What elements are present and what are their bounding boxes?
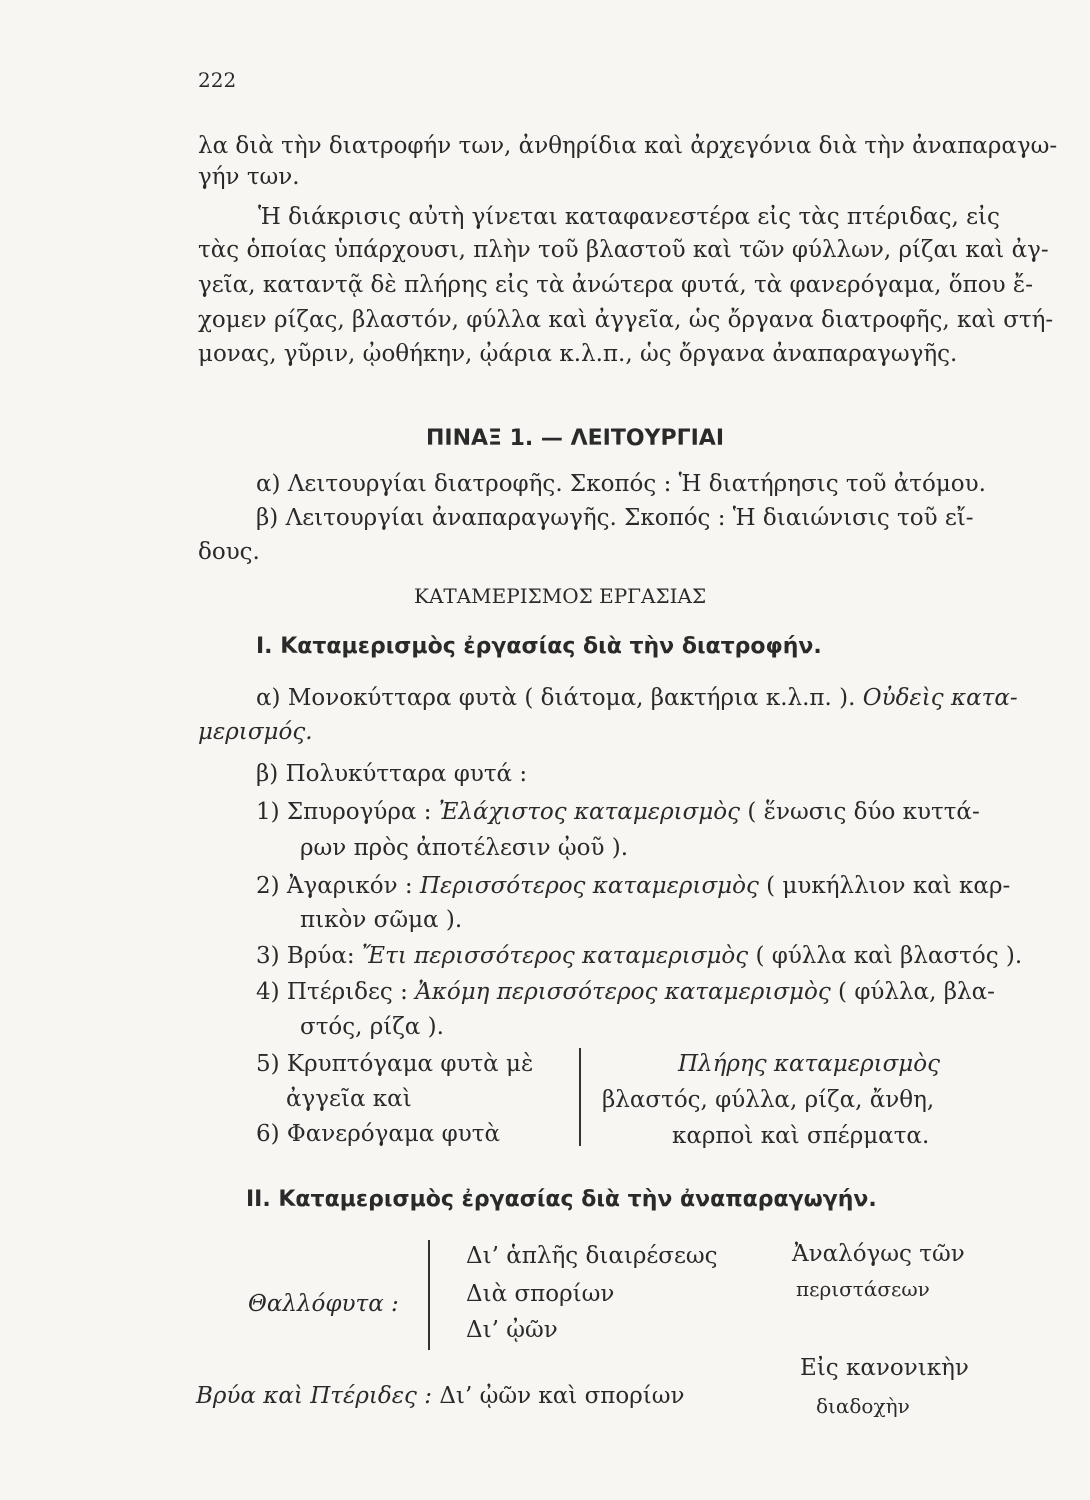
- bryophyta-method: Δι’ ᾠῶν καὶ σπορίων: [439, 1383, 685, 1409]
- item-number: 2): [256, 873, 280, 899]
- item-detail: ( ἕνωσις δύο κυττά-: [747, 799, 980, 825]
- monocellular-continuation: μερισμός.: [198, 719, 313, 745]
- item-division: Περισσότερος καταμερισμὸς: [419, 873, 759, 899]
- item-number: 5): [256, 1051, 280, 1077]
- no-division-text: Οὐδεὶς κατα-: [862, 685, 1018, 711]
- page-number: 222: [198, 68, 237, 92]
- section-1-title: I. Καταμερισμὸς ἐργασίας διὰ τὴν διατροφήν.: [256, 634, 822, 659]
- paragraph-line: γήν των.: [198, 164, 300, 190]
- succession-line: διαδοχὴν: [816, 1394, 910, 1418]
- succession-line: Εἰς κανονικὴν: [800, 1355, 969, 1381]
- item-3: [256, 942, 1022, 970]
- division-heading: ΚΑΤΑΜΕΡΙΣΜΟΣ ΕΡΓΑΣΙΑΣ: [414, 584, 707, 608]
- item-name: Πτέριδες :: [286, 979, 408, 1005]
- item-4: [256, 978, 995, 1006]
- item-name: Κρυπτόγαμα φυτὰ μὲ: [286, 1051, 534, 1077]
- item-division: Ἀκόμη περισσότερος καταμερισμὸς: [415, 979, 831, 1005]
- item-detail: ( φύλλα καὶ βλαστός ).: [755, 943, 1023, 969]
- item-2: [256, 872, 1010, 900]
- full-division-title: Πλήρης καταμερισμὸς: [678, 1051, 940, 1077]
- item-6: [256, 1120, 500, 1148]
- monocellular-text: α) Μονοκύτταρα φυτὰ ( διάτομα, βακτήρια κ.λ.π. ).: [256, 685, 856, 711]
- bryophyta-label: Βρύα καὶ Πτέριδες :: [196, 1383, 432, 1409]
- item-name: Βρύα:: [286, 943, 355, 969]
- item-name: Ἀγαρικόν :: [286, 873, 413, 899]
- item-number: 3): [256, 943, 280, 969]
- monocellular-line: [256, 684, 1018, 712]
- thallophyta-label: Θαλλόφυτα :: [248, 1291, 399, 1317]
- item-number: 4): [256, 979, 280, 1005]
- item-5: [256, 1050, 533, 1078]
- function-line: β) Λειτουργίαι ἀναπαραγωγῆς. Σκοπός : Ἡ διαιώνισις τοῦ εἴ-: [256, 505, 974, 531]
- circumstances-line: περιστάσεων: [796, 1277, 930, 1301]
- paragraph-line: μονας, γῦριν, ᾠοθήκην, ᾠάρια κ.λ.π., ὡς ὄργανα ἀναπαραγωγῆς.: [198, 341, 958, 367]
- section-2-title: II. Καταμερισμὸς ἐργασίας διὰ τὴν ἀναπαραγωγήν.: [246, 1187, 877, 1212]
- paragraph-line: χομεν ρίζας, βλαστόν, φύλλα καὶ ἀγγεῖα, ὡς ὄργανα διατροφῆς, καὶ στή-: [198, 307, 1054, 333]
- item-2-continuation: πικὸν σῶμα ).: [300, 907, 463, 933]
- function-line: δους.: [198, 539, 260, 565]
- item-detail: ( φύλλα, βλα-: [838, 979, 995, 1005]
- circumstances-line: Ἀναλόγως τῶν: [792, 1241, 965, 1267]
- item-5-continuation: ἀγγεῖα καὶ: [286, 1086, 412, 1112]
- function-line: α) Λειτουργίαι διατροφῆς. Σκοπός : Ἡ διατήρησις τοῦ ἀτόμου.: [256, 471, 986, 497]
- item-division: Ἔτι περισσότερος καταμερισμὸς: [361, 943, 749, 969]
- reproduction-method: Δι’ ᾠῶν: [466, 1317, 558, 1343]
- table-title: ΠΙΝΑΞ 1. — ΛΕΙΤΟΥΡΓΙΑΙ: [426, 426, 724, 451]
- item-number: 6): [256, 1121, 280, 1147]
- item-1-continuation: ρων πρὸς ἀποτέλεσιν ᾠοῦ ).: [300, 835, 629, 861]
- item-number: 1): [256, 799, 280, 825]
- item-1: [256, 798, 980, 826]
- full-division-line: βλαστός, φύλλα, ρίζα, ἄνθη,: [602, 1087, 935, 1113]
- paragraph-line: Ἡ διάκρισις αὐτὴ γίνεται καταφανεστέρα εἰς τὰς πτέριδας, εἰς: [258, 204, 1000, 230]
- item-4-continuation: στός, ρίζα ).: [300, 1014, 444, 1040]
- bryophyta-line: [196, 1382, 685, 1410]
- reproduction-method: Δι’ ἁπλῆς διαιρέσεως: [466, 1243, 718, 1269]
- paragraph-line: τὰς ὁποίας ὑπάρχουσι, πλὴν τοῦ βλαστοῦ καὶ τῶν φύλλων, ρίζαι καὶ ἀγ-: [198, 237, 1049, 263]
- brace-line: [579, 1048, 581, 1146]
- paragraph-line: λα διὰ τὴν διατροφήν των, ἀνθηρίδια καὶ ἀρχεγόνια διὰ τὴν ἀναπαραγω-: [198, 133, 1058, 159]
- reproduction-method: Διὰ σπορίων: [466, 1281, 615, 1307]
- full-division-line: καρποὶ καὶ σπέρματα.: [672, 1123, 930, 1149]
- polycellular-line: β) Πολυκύτταρα φυτά :: [256, 761, 528, 787]
- item-name: Φανερόγαμα φυτὰ: [286, 1121, 500, 1147]
- paragraph-line: γεῖα, καταντᾷ δὲ πλήρης εἰς τὰ ἀνώτερα φυτά, τὰ φανερόγαμα, ὅπου ἔ-: [198, 272, 1034, 298]
- brace-line: [428, 1240, 430, 1350]
- item-name: Σπυρογύρα :: [286, 799, 432, 825]
- item-detail: ( μυκήλλιον καὶ καρ-: [766, 873, 1011, 899]
- item-division: Ἐλάχιστος καταμερισμὸς: [438, 799, 741, 825]
